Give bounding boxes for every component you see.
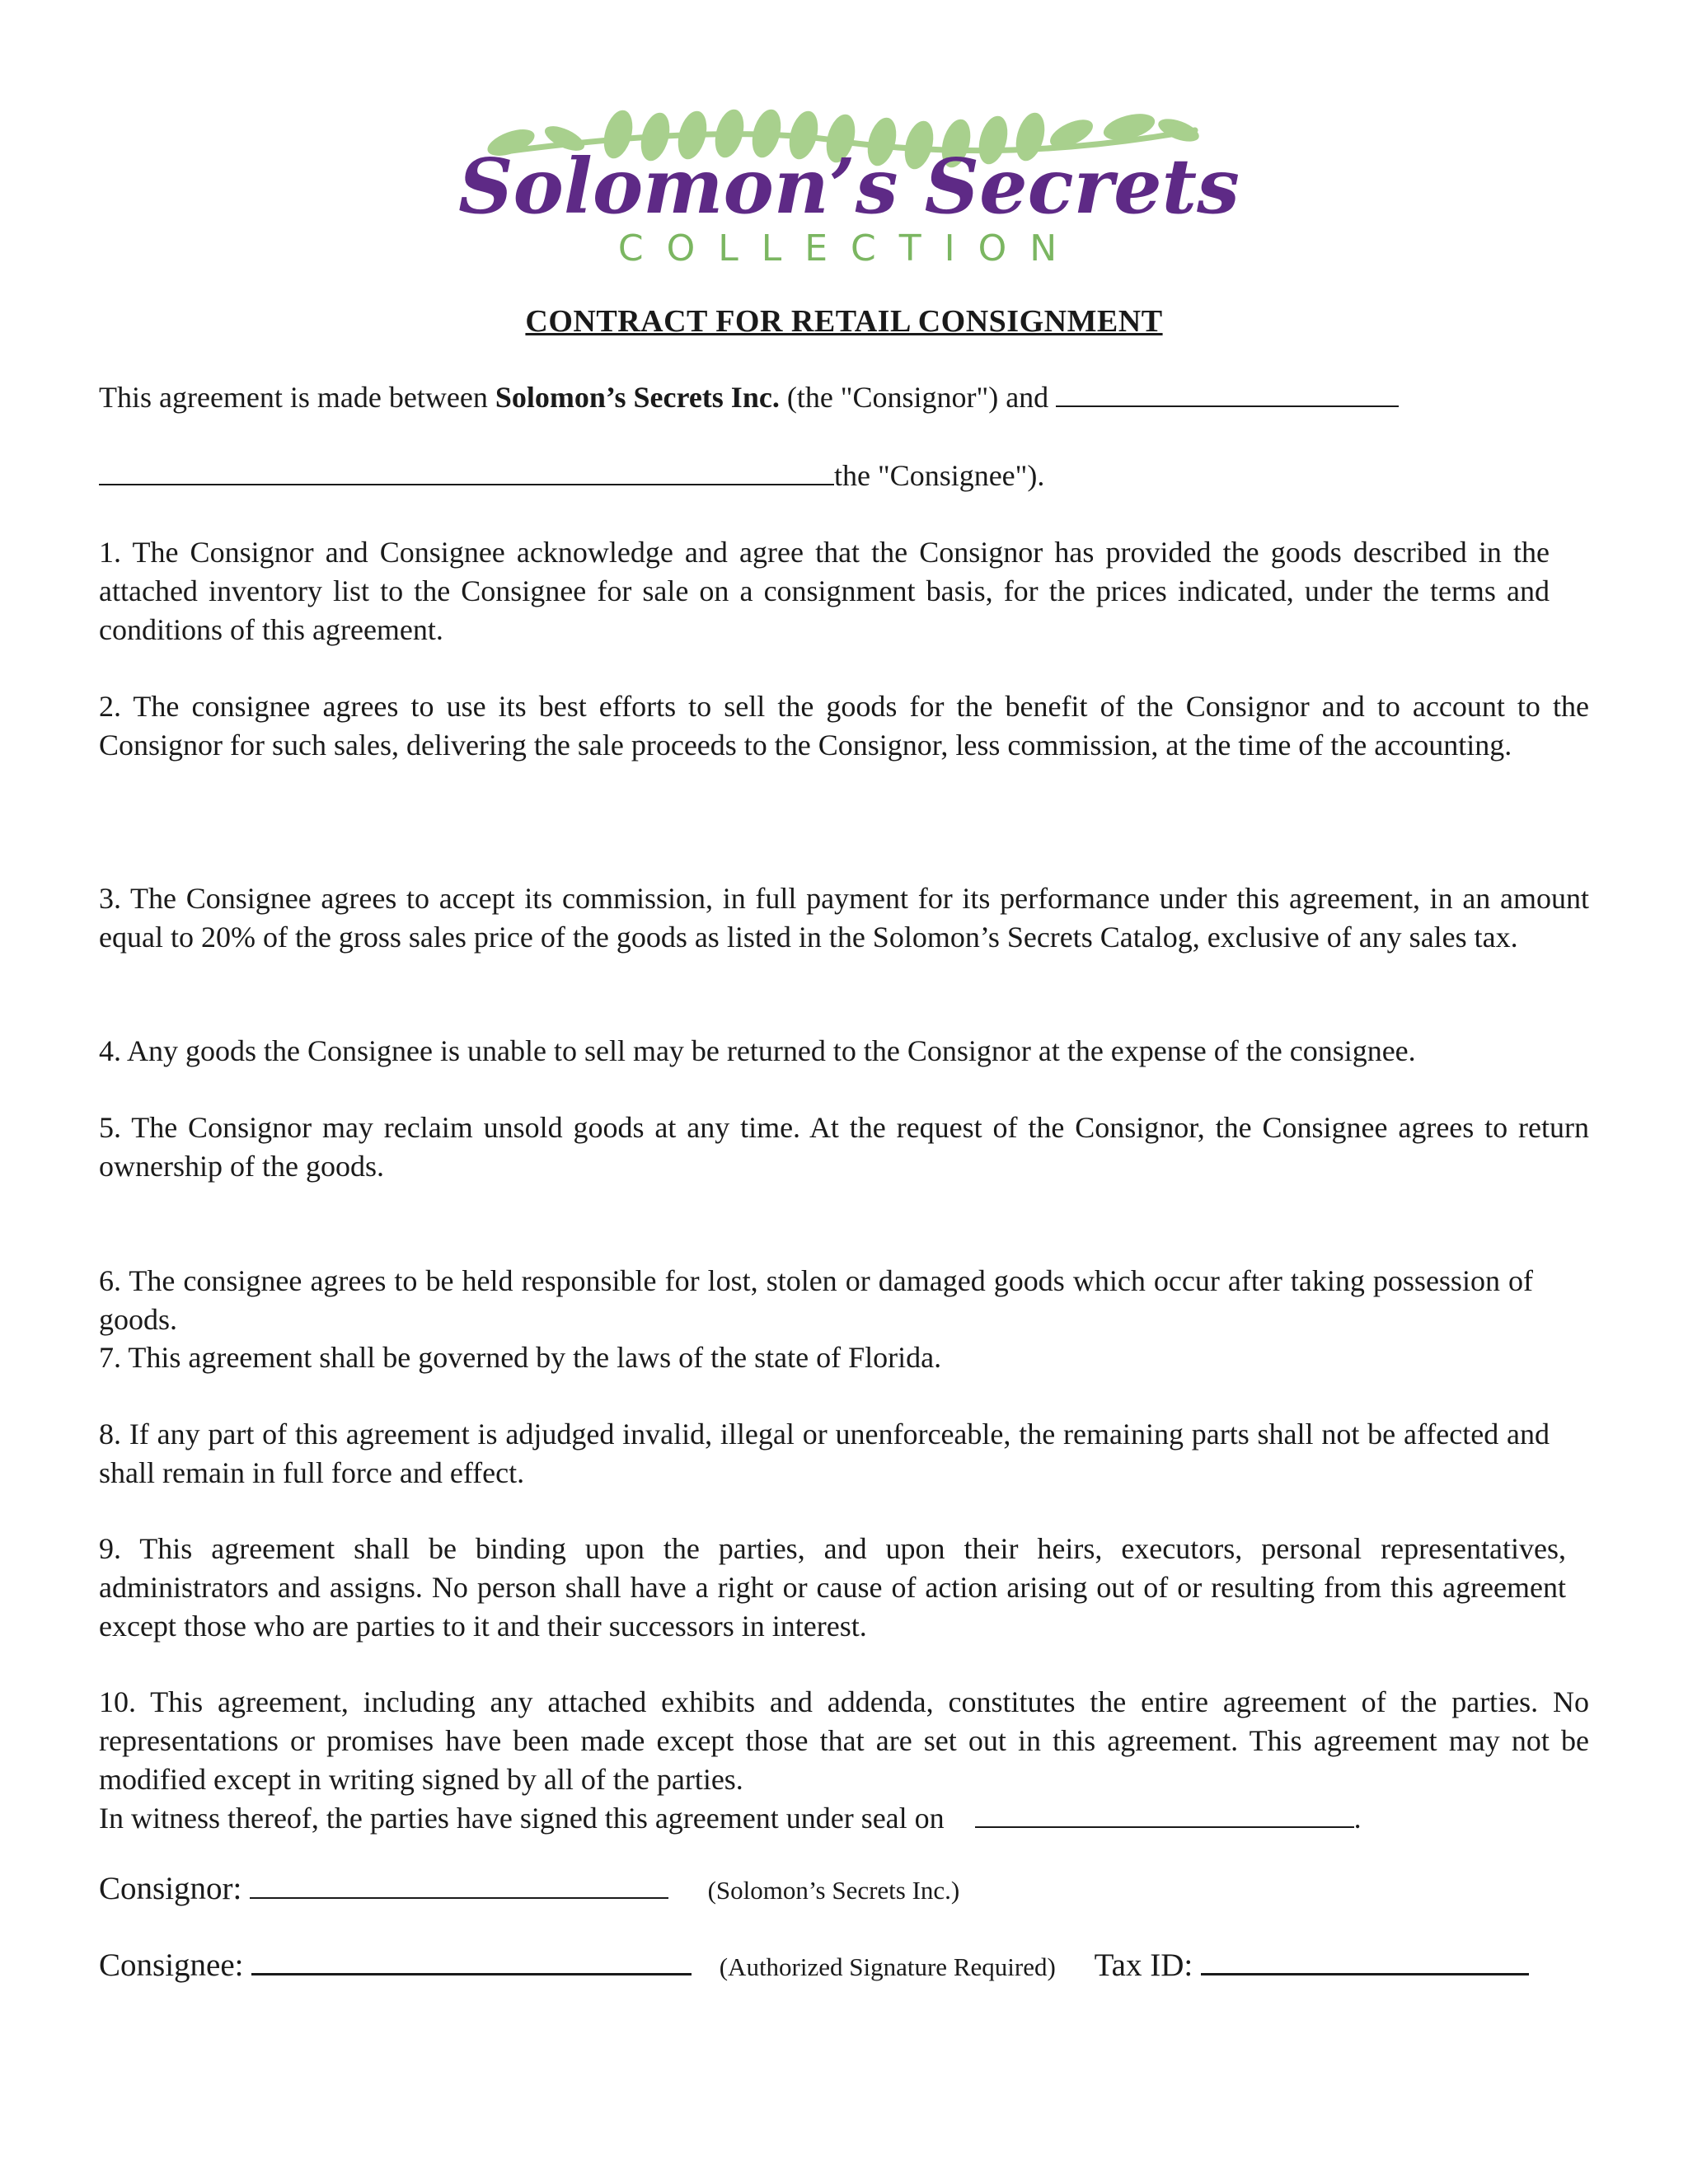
intro-line-1 (99, 377, 1589, 417)
tax-id-field[interactable] (1201, 1945, 1529, 1975)
intro-consignee-label: the "Consignee"). (834, 459, 1045, 492)
consignee-note: (Authorized Signature Required) (719, 1952, 1056, 1981)
solomons-secrets-logo (387, 105, 1311, 270)
signing-date-field[interactable] (975, 1798, 1354, 1828)
clause-8: 8. If any part of this agreement is adjudged invalid, illegal or unenforceable, the remaining parts shall not be affected and shall remain in full force and effect. (99, 1418, 1550, 1489)
logo-brand-text: Solomon’s Secrets (458, 142, 1240, 231)
clause-5: 5. The Consignor may reclaim unsold goods at any time. At the request of the Consignor, the Consignee agrees to return ownership of the goods. (99, 1111, 1589, 1183)
witness-text: In witness thereof, the parties have signed this agreement under seal on (99, 1802, 945, 1835)
consignee-signature-field[interactable] (251, 1945, 692, 1975)
contract-title: CONTRACT FOR RETAIL CONSIGNMENT (525, 304, 1163, 339)
consignee-name-field-2[interactable] (99, 456, 834, 485)
witness-end: . (1353, 1802, 1362, 1835)
clause-9: 9. This agreement shall be binding upon the parties, and upon their heirs, executors, personal representatives, administrators and assigns. No person shall have a right or cause of action arising out of or resulting from this agreement except those who are parties to it and their successors in interest. (99, 1532, 1566, 1643)
clause-7: 7. This agreement shall be governed by the laws of the state of Florida. (99, 1341, 942, 1374)
clause-3: 3. The Consignee agrees to accept its commission, in full payment for its performance under this agreement, in an amount equal to 20% of the gross sales price of the goods as listed in the Solomon’s Secrets Catalog, exclusive of any sales tax. (99, 882, 1589, 954)
consignee-signature-row (99, 1945, 1589, 1986)
consignor-signature-field[interactable] (250, 1869, 668, 1899)
consignee-label: Consignee: (99, 1947, 244, 1983)
clause-10: 10. This agreement, including any attached exhibits and addenda, constitutes the entire agreement of the parties. No representations or promises have been made except those that are set out in this agreement. This agreement may not be modified except in writing signed by all of the parties. (99, 1685, 1589, 1796)
tax-id-label: Tax ID: (1094, 1947, 1193, 1983)
intro-consignor-label: (the "Consignor") and (786, 381, 1049, 414)
consignor-signature-row (99, 1869, 1589, 1910)
clause-2: 2. The consignee agrees to use its best efforts to sell the goods for the benefit of the Consignor and to account to the Consignor for such sales, delivering the sale proceeds to the Consignor, less commission, at the time of the accounting. (99, 690, 1589, 762)
consignor-label: Consignor: (99, 1871, 242, 1906)
intro-party-name: Solomon’s Secrets Inc. (495, 381, 780, 414)
intro-lead: This agreement is made between (99, 381, 488, 414)
intro-line-2 (99, 456, 1589, 495)
clause-1: 1. The Consignor and Consignee acknowledge and agree that the Consignor has provided the goods described in the attached inventory list to the Consignee for sale on a consignment basis, for the prices indicated, under the terms and conditions of this agreement. (99, 536, 1550, 646)
clause-6: 6. The consignee agrees to be held responsible for lost, stolen or damaged goods which occur after taking possession of goods. (99, 1264, 1533, 1336)
consignee-name-field-1[interactable] (1056, 377, 1399, 407)
logo-sub-text: COLLECTION (617, 227, 1081, 269)
consignor-note: (Solomon’s Secrets Inc.) (707, 1876, 960, 1905)
clause-4: 4. Any goods the Consignee is unable to sell may be returned to the Consignor at the expense of the consignee. (99, 1034, 1416, 1067)
witness-line (99, 1798, 1589, 1838)
logo-graphic (387, 105, 1311, 270)
